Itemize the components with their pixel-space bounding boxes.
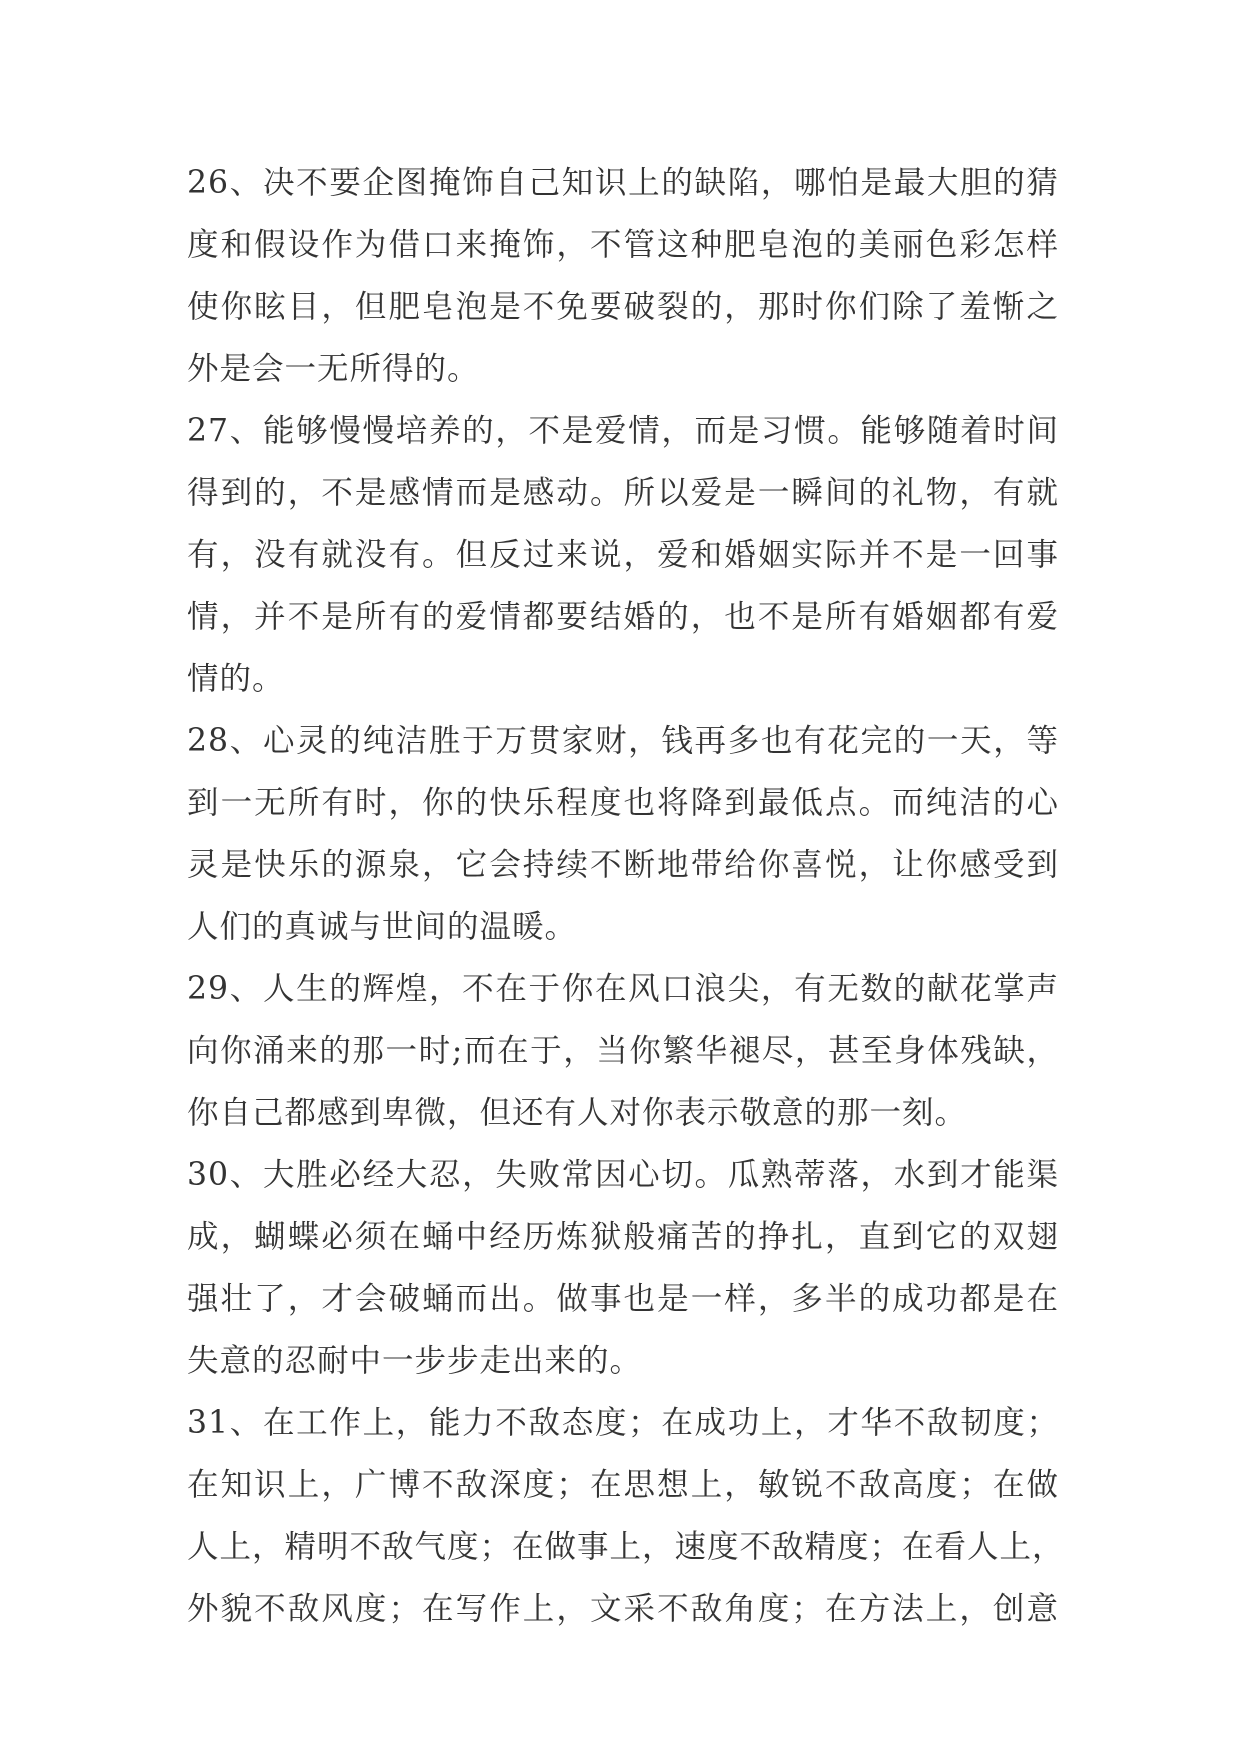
- text-line: 人们的真诚与世间的温暖。: [187, 909, 578, 945]
- text-line: 30、大胜必经大忍，失败常因心切。瓜熟蒂落，水到才能渠: [187, 1157, 1059, 1193]
- text-line: 向你涌来的那一时;而在于，当你繁华褪尽，甚至身体残缺，: [187, 1033, 1059, 1069]
- text-line: 使你眩目，但肥皂泡是不免要破裂的，那时你们除了羞惭之: [187, 289, 1059, 325]
- text-line: 失意的忍耐中一步步走出来的。: [187, 1343, 643, 1379]
- text-line: 人上，精明不敌气度；在做事上，速度不敌精度；在看人上，: [187, 1529, 1065, 1565]
- text-line: 外貌不敌风度；在写作上，文采不敌角度；在方法上，创意: [187, 1591, 1059, 1627]
- text-line: 强壮了，才会破蛹而出。做事也是一样，多半的成功都是在: [187, 1281, 1059, 1317]
- text-line: 到一无所有时，你的快乐程度也将降到最低点。而纯洁的心: [187, 785, 1059, 821]
- document-page: [187, 152, 1065, 1640]
- text-line: 灵是快乐的源泉，它会持续不断地带给你喜悦，让你感受到: [187, 847, 1059, 883]
- text-line: 外是会一无所得的。: [187, 351, 480, 387]
- text-line: 28、心灵的纯洁胜于万贯家财，钱再多也有花完的一天，等: [187, 723, 1059, 759]
- text-line: 你自己都感到卑微，但还有人对你表示敬意的那一刻。: [187, 1095, 968, 1131]
- text-line: 情的。: [187, 661, 285, 697]
- text-line: 情，并不是所有的爱情都要结婚的，也不是所有婚姻都有爱: [187, 599, 1059, 635]
- text-line: 31、在工作上，能力不敌态度；在成功上，才华不敌韧度；: [187, 1405, 1059, 1441]
- text-line: 29、人生的辉煌，不在于你在风口浪尖，有无数的献花掌声: [187, 971, 1059, 1007]
- text-line: 在知识上，广博不敌深度；在思想上，敏锐不敌高度；在做: [187, 1467, 1059, 1503]
- text-line: 成，蝴蝶必须在蛹中经历炼狱般痛苦的挣扎，直到它的双翅: [187, 1219, 1059, 1255]
- text-line: 27、能够慢慢培养的，不是爱情，而是习惯。能够随着时间: [187, 413, 1059, 449]
- text-line: 得到的，不是感情而是感动。所以爱是一瞬间的礼物，有就: [187, 475, 1059, 511]
- text-line: 度和假设作为借口来掩饰，不管这种肥皂泡的美丽色彩怎样: [187, 227, 1059, 263]
- text-line: 有，没有就没有。但反过来说，爱和婚姻实际并不是一回事: [187, 537, 1059, 573]
- text-line: 26、决不要企图掩饰自己知识上的缺陷，哪怕是最大胆的猜: [187, 165, 1059, 201]
